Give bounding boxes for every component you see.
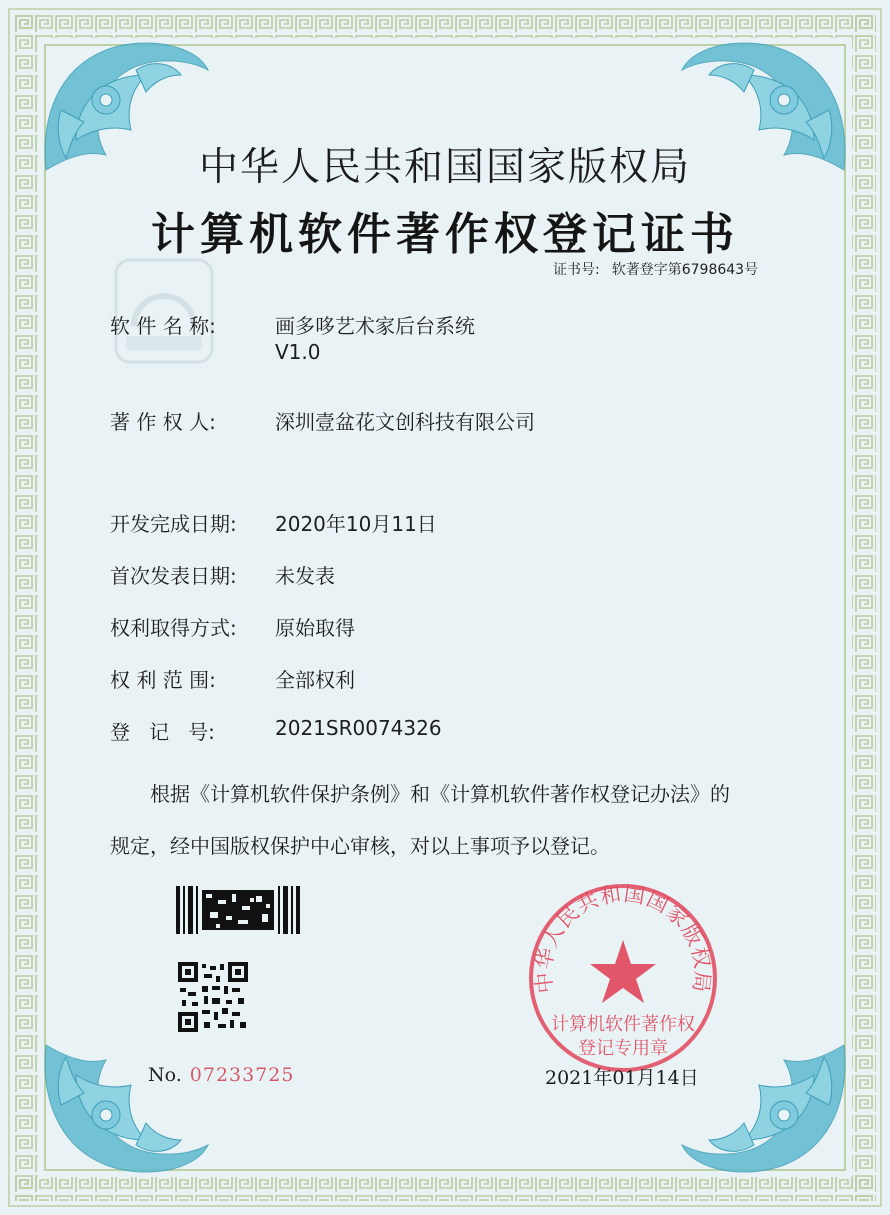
field-label: 权 利 范 围: [110,668,216,692]
field-value: 2021SR0074326 [275,716,442,740]
seal-line-1: 计算机软件著作权 [551,1014,695,1035]
serial-number-value: 07233725 [189,1064,295,1086]
serial-number-label: No. [148,1064,182,1086]
qr-code-icon [178,962,248,1032]
corner-ornament-bottom-left [36,1035,211,1185]
field-label: 著 作 权 人: [110,410,216,434]
field-label: 开发完成日期: [110,512,237,536]
field-value: 深圳壹盆花文创科技有限公司 [275,410,535,434]
certificate-number-value: 软著登字第6798643号 [611,262,759,278]
field-value: 画多哆艺术家后台系统 [275,314,475,338]
barcode-icon [176,886,302,934]
statement-line-1: 根据《计算机软件保护条例》和《计算机软件著作权登记办法》的 [150,782,730,806]
svg-text:中华人民共和国国家版权局: 中华人民共和国国家版权局 [531,881,715,995]
field-label: 首次发表日期: [110,564,237,588]
certificate-number [553,259,758,279]
field-label: 软 件 名 称: [110,314,216,338]
serial-number [148,1064,295,1086]
issuer-title: 中华人民共和国国家版权局 [198,145,691,190]
certificate-title: 计算机软件著作权登记证书 [151,209,739,260]
certificate-number-label: 证书号: [553,262,600,278]
field-value: 原始取得 [275,616,355,640]
statement-line-2: 规定，经中国版权保护中心审核，对以上事项予以登记。 [110,834,610,858]
seal-line-2: 登记专用章 [578,1038,668,1059]
official-seal-stamp [523,878,723,1078]
field-label: 登 记 号: [110,720,215,744]
issue-date: 2021年01月14日 [545,1067,699,1089]
field-value: 未发表 [275,564,335,588]
field-value: 全部权利 [275,668,355,692]
field-value: 2020年10月11日 [275,512,437,536]
field-label: 权利取得方式: [110,616,237,640]
field-value-version: V1.0 [275,340,321,364]
